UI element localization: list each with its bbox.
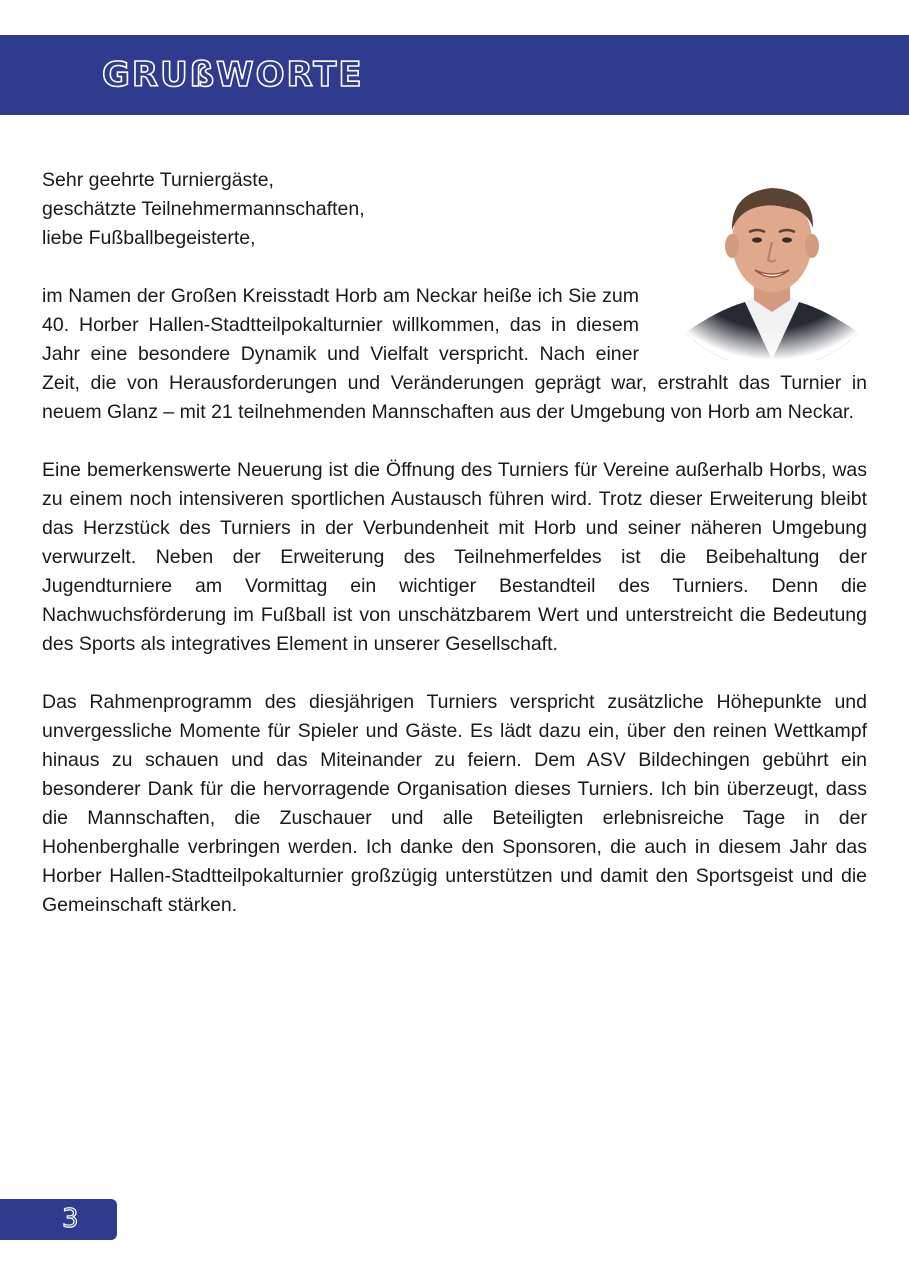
portrait-photo	[657, 170, 887, 360]
paragraph-innovation: Eine bemerkenswerte Neuerung ist die Öffnung des Turniers für Vereine außerhalb Horbs, was zu einem noch intensiveren sportlichen Austausch führen wird. Trotz dieser Erweiterung bleibt das Herzstück des Turniers in der Verbundenheit mit Horb und seiner näheren Umgebung verwurzelt. Neben der Erweiterung des Teilnehmerfeldes ist die Beibehaltung der Jugendturniere am Vormittag ein wichtiger Bestandteil des Turniers. Denn die Nachwuchsförderung im Fußball ist von unschätzbarem Wert und unterstreicht die Bedeutung des Sports als integratives Element in unserer Gesellschaft.	[42, 459, 867, 655]
page-title: GRUßWORTE	[102, 55, 364, 95]
page-number: 3	[62, 1204, 79, 1234]
portrait-image	[657, 170, 887, 360]
paragraph-welcome: im Namen der Großen Kreisstadt Horb am Neckar heiße ich Sie zum 40. Horber Hallen-Stadtteilpokalturnier willkommen, das in diesem Jahr eine besondere Dynamik und Vielfalt verspricht. Nach einer Zeit, die von Herausforderungen und Veränderungen geprägt war, erstrahlt das Turnier in neuem Glanz – mit 21 teilnehmenden Mannschaften aus der Umgebung von Horb am Neckar.	[42, 285, 867, 423]
salutation-line-3: liebe Fußballbegeisterte,	[42, 227, 256, 249]
paragraph-program: Das Rahmenprogramm des diesjährigen Turniers verspricht zusätzliche Höhepunkte und unvergessliche Momente für Spieler und Gäste. Es lädt dazu ein, über den reinen Wettkampf hinaus zu schauen und das Miteinander zu feiern. Dem ASV Bildechingen gebührt ein besonderer Dank für die hervorragende Organisation dieses Turniers. Ich bin überzeugt, dass die Mannschaften, die Zuschauer und alle Beteiligten erlebnisreiche Tage in der Hohenberghalle verbringen werden. Ich danke den Sponsoren, die auch in diesem Jahr das Horber Hallen-Stadtteilpokalturnier großzügig unterstützen und damit den Sportsgeist und die Gemeinschaft stärken.	[42, 691, 867, 916]
page-number-tab	[0, 1199, 117, 1240]
header-bar	[0, 35, 909, 115]
salutation-line-1: Sehr geehrte Turniergäste,	[42, 169, 274, 191]
letter-body	[42, 166, 867, 920]
salutation-line-2: geschätzte Teilnehmermannschaften,	[42, 198, 365, 220]
